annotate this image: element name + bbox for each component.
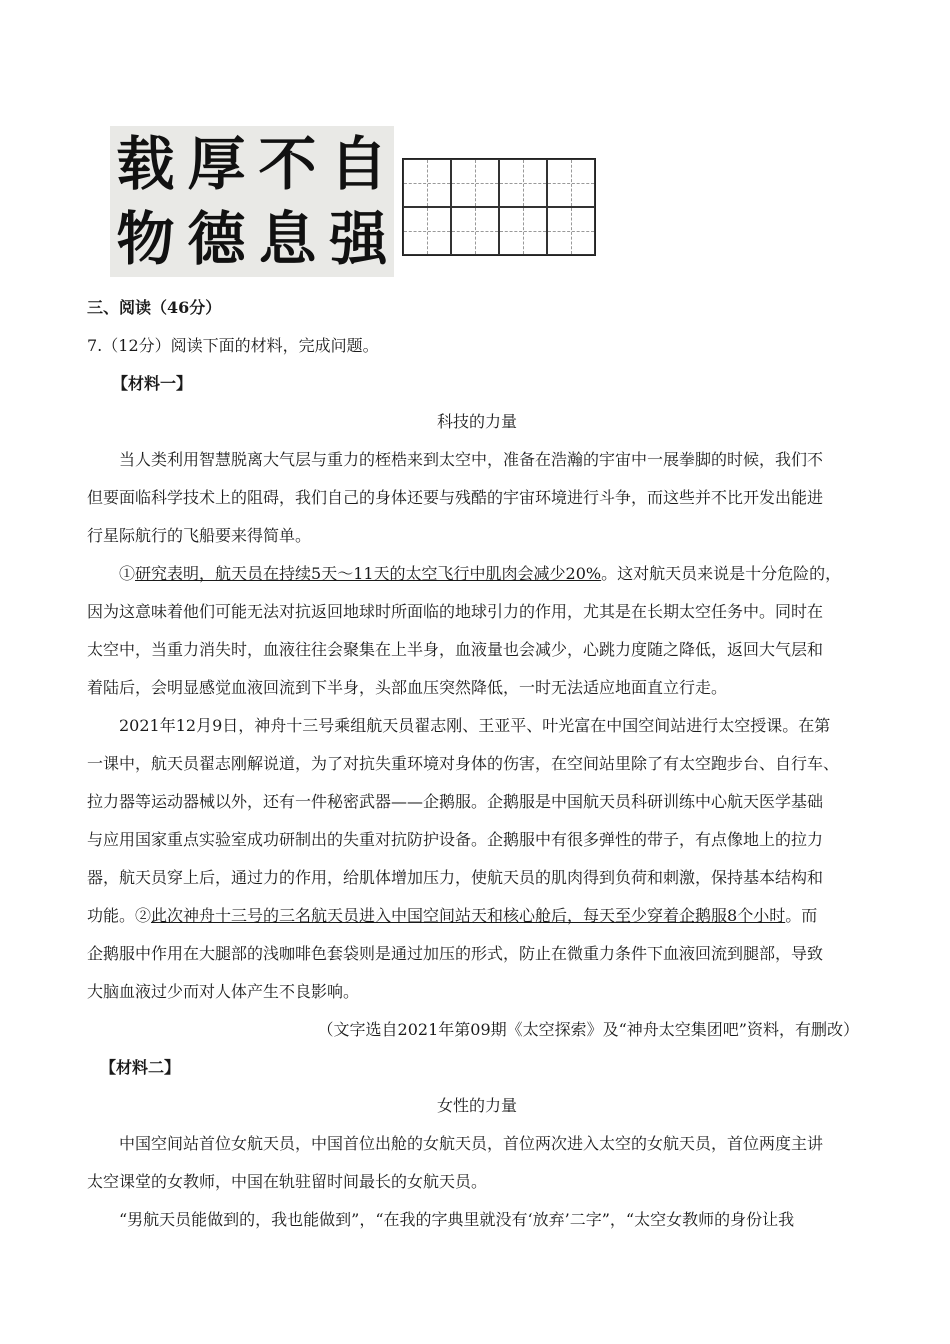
paragraph-line: 器，航天员穿上后，通过力的作用，给肌体增加压力，使航天员的肌肉得到负荷和刺激，保持基本结构和 [87, 868, 824, 887]
text-run: 。这对航天员来说是十分危险的， [601, 564, 842, 583]
writing-grid-cell [403, 159, 451, 207]
paragraph-line: 当人类利用智慧脱离大气层与重力的桎梏来到太空中，准备在浩瀚的宇宙中一展拳脚的时候，我们不 [119, 450, 824, 469]
calligraphy-char: 德 [187, 205, 246, 274]
writing-grid-cell [403, 207, 451, 255]
writing-grid [402, 158, 596, 256]
writing-grid-cell [547, 207, 595, 255]
paragraph-line: 行星际航行的飞船要来得简单。 [87, 526, 312, 545]
writing-grid-cell [499, 207, 547, 255]
paragraph-line: 太空课堂的女教师，中国在轨驻留时间最长的女航天员。 [87, 1172, 488, 1191]
paragraph-line: “男航天员能做到的，我也能做到”，“在我的字典里就没有‘放弃’二字”，“太空女教师的身份让我 [119, 1210, 795, 1229]
material2-title: 女性的力量 [436, 1096, 517, 1115]
calligraphy-char: 息 [258, 205, 317, 274]
calligraphy-char: 不 [258, 129, 317, 198]
section-heading: 三、阅读（46分） [87, 298, 222, 317]
calligraphy-image [110, 126, 394, 277]
paragraph-line: 大脑血液过少而对人体产生不良影响。 [87, 982, 360, 1001]
paragraph-line [87, 905, 867, 927]
calligraphy-char: 强 [329, 205, 388, 274]
paragraph-line: 一课中，航天员翟志刚解说道，为了对抗失重环境对身体的伤害，在空间站里除了有太空跑步台、自行车、 [87, 754, 840, 773]
calligraphy-char: 厚 [187, 129, 246, 198]
source-citation: （文字选自2021年第09期《太空探索》及“神舟太空集团吧”资料，有删改） [317, 1020, 859, 1039]
paragraph-line: 但要面临科学技术上的阻碍，我们自己的身体还要与残酷的宇宙环境进行斗争，而这些并不比开发出能进 [87, 488, 824, 507]
writing-grid-cell [547, 159, 595, 207]
paragraph-line: 因为这意味着他们可能无法对抗返回地球时所面临的地球引力的作用，尤其是在长期太空任务中。同时在 [87, 602, 824, 621]
material1-title: 科技的力量 [436, 412, 517, 431]
material2-label: 【材料二】 [100, 1058, 181, 1077]
paragraph-line: 拉力器等运动器械以外，还有一件秘密武器——企鹅服。企鹅服是中国航天员科研训练中心航天医学基础 [87, 792, 824, 811]
material1-label: 【材料一】 [112, 374, 193, 393]
paragraph-line: 与应用国家重点实验室成功研制出的失重对抗防护设备。企鹅服中有很多弹性的带子，有点像地上的拉力 [87, 830, 824, 849]
paragraph-line [87, 563, 867, 585]
question-prompt: 7.（12分）阅读下面的材料，完成问题。 [87, 336, 379, 355]
paragraph-line: 太空中，当重力消失时，血液往往会聚集在上半身，血液量也会减少，心跳力度随之降低，返回大气层和 [87, 640, 824, 659]
paragraph-line: 2021年12月9日，神舟十三号乘组航天员翟志刚、王亚平、叶光富在中国空间站进行太空授课。在第 [119, 716, 831, 735]
writing-grid-cell [499, 159, 547, 207]
writing-grid-cell [451, 207, 499, 255]
paragraph-line: 着陆后，会明显感觉血液回流到下半身，头部血压突然降低，一时无法适应地面直立行走。 [87, 678, 728, 697]
calligraphy-char: 自 [329, 129, 388, 198]
calligraphy-char: 载 [116, 129, 175, 198]
paragraph-line: 中国空间站首位女航天员，中国首位出舱的女航天员，首位两次进入太空的女航天员，首位两度主讲 [119, 1134, 824, 1153]
calligraphy-char: 物 [116, 205, 175, 274]
text-run: 功能。② [87, 906, 152, 925]
text-run: 。而 [785, 906, 818, 925]
underlined-sentence: 此次神舟十三号的三名航天员进入中国空间站天和核心舱后，每天至少穿着企鹅服8个小时 [151, 906, 786, 925]
writing-grid-cell [451, 159, 499, 207]
paragraph-line: 企鹅服中作用在大腿部的浅咖啡色套袋则是通过加压的形式，防止在微重力条件下血液回流到腿部，导致 [87, 944, 824, 963]
sentence-marker: ① [119, 564, 136, 583]
underlined-sentence: 研究表明，航天员在持续5天～11天的太空飞行中肌肉会减少20% [135, 564, 602, 583]
